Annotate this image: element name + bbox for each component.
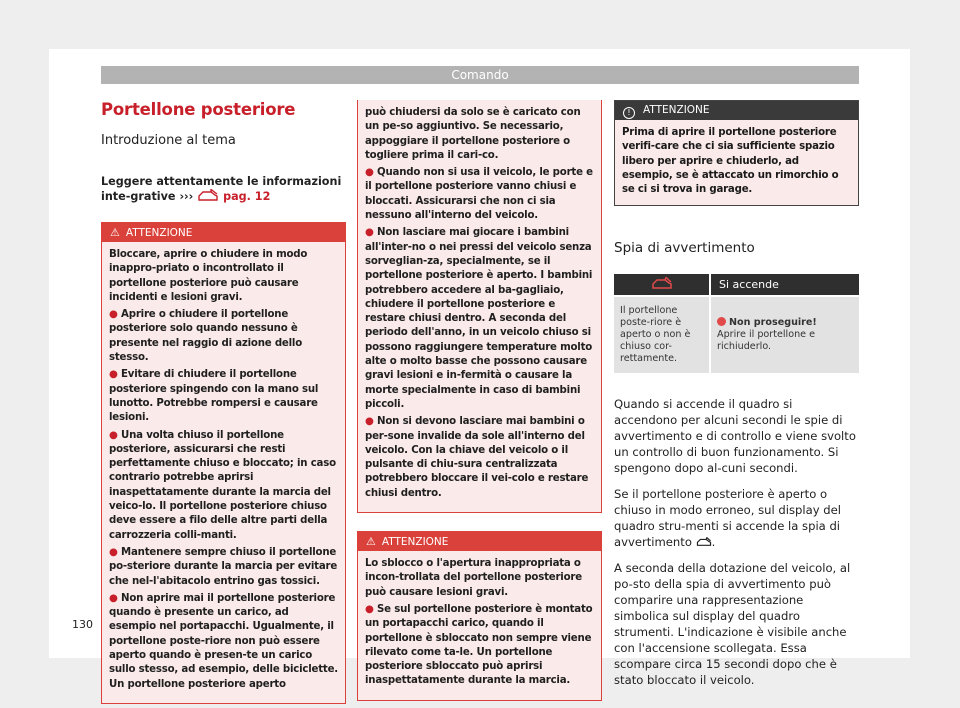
warning-light-table: [614, 274, 859, 373]
warning-bullet: [365, 415, 594, 501]
table-cell-action: [710, 296, 859, 373]
warning-paragraph: Bloccare, aprire o chiudere in modo inappro-priato o incontrollato il portellone posteriore può causare incidenti e lesioni gravi.: [109, 249, 308, 303]
action-text: Aprire il portellone e richiuderlo.: [717, 329, 816, 353]
attention-body: Prima di aprire il portellone posteriore verifi-care che ci sia sufficiente spazio libero per aprire e chiuderlo, ad esempio, se è attaccato un rimorchio o se ci si trova in garage.: [615, 120, 858, 205]
warning-box-1: [101, 222, 346, 704]
warning-paragraph: Lo sblocco o l'apertura inappropriata o incon-trollata del portellone posteriore può causare lesioni gravi.: [365, 558, 582, 598]
intro-label: Leggere attentamente le informazioni inte-grative: [101, 175, 342, 203]
warning-triangle-icon: ⚠: [110, 226, 120, 239]
car-tailgate-icon: [197, 189, 219, 202]
warning-body: [102, 242, 345, 703]
bullet-text: Non si devono lasciare mai bambini o per-sone invalide da sole all'interno del veicolo. Con la chiave del veicolo o il pulsante di chiu-sura centralizzata potrebbero bloccare il vei-colo e restare chiusi dentro.: [365, 416, 589, 499]
bullet-icon: ●: [109, 369, 122, 381]
table-cell-cause: Il portellone poste-riore è aperto o non è chiuso cor-rettamente.: [614, 296, 710, 373]
warning-bullet: [365, 603, 594, 689]
page-reference-link[interactable]: pag. 12: [223, 190, 271, 203]
warning-label: ATTENZIONE: [381, 536, 449, 549]
warning-header: [358, 532, 601, 551]
table-row: [614, 296, 859, 373]
section-header: Comando: [101, 66, 859, 84]
page-number: 130: [72, 618, 93, 631]
bullet-text: Se sul portellone posteriore è montato un portapacchi carico, quando il portellone è sbloccato non sempre viene rilevato come ta-le. Un portellone posteriore sbloccato può aprirsi inaspettatamente durante la marcia.: [365, 603, 593, 687]
bullet-icon: ●: [109, 429, 122, 441]
warning-triangle-icon: ⚠: [366, 535, 376, 549]
paragraph-text: Se il portellone posteriore è aperto o chiuso in modo erroneo, sul display del quadro stru-menti si accende la spia di avvertimento: [614, 487, 841, 550]
column-1: [101, 100, 346, 704]
warning-body: [358, 100, 601, 512]
table-header-lights-up: Si accende: [710, 274, 859, 296]
attention-header: [615, 101, 858, 120]
warning-bullet: [365, 226, 594, 412]
column-2: [357, 100, 602, 701]
attention-label: ATTENZIONE: [643, 104, 710, 116]
warning-bullet: [109, 368, 338, 425]
bullet-text: Non aprire mai il portellone posteriore quando è presente un carico, ad esempio nel portapacchi. Ugualmente, il portellone poste-riore non può essere aperto quando è presen-te un carico sullo stesso, ad esempio, delle biciclette. Un portellone posteriore aperto: [109, 592, 338, 690]
bullet-icon: ●: [109, 546, 122, 558]
bullet-text: Quando non si usa il veicolo, le porte e il portellone posteriore vanno chiusi e bloccati. Assicurarsi che non ci sia nessuno all'interno del veicolo.: [365, 167, 593, 222]
warning-bullet: [365, 166, 594, 223]
bullet-icon: ●: [109, 592, 122, 604]
bullet-text: Aprire o chiudere il portellone posteriore solo quando nessuno è presente nel raggio di azione dello stesso.: [109, 309, 303, 364]
warning-body: [358, 551, 601, 700]
stop-icon: [717, 317, 726, 326]
warning-bullet: [109, 546, 338, 589]
table-header-row: [614, 274, 859, 296]
section-title: Spia di avvertimento: [614, 240, 755, 257]
bullet-icon: ●: [365, 227, 378, 239]
warning-bullet: [109, 429, 338, 543]
table-header-icon-cell: [614, 274, 710, 296]
bullet-text: Non lasciare mai giocare i bambini all'inter-no o nei pressi del veicolo senza sorveglian-za, specialmente, se il portellone posteriore è aperto. I bambini potrebbero accedere al ba-gagliaio, chiudere il portellone posteriore e restare chiusi dentro. A seconda del periodo dell'anno, in un veicolo chiuso si possono raggiungere temperature molto alte o molto basse che possono causare gravi lesioni e in-fermità o causare la morte specialmente in caso di bambini piccoli.: [365, 227, 593, 410]
intro-arrows: ›››: [179, 190, 194, 203]
warning-box-1-continued: [357, 100, 602, 513]
bullet-icon: ●: [365, 167, 378, 179]
warning-label: ATTENZIONE: [125, 227, 193, 239]
warning-paragraph: può chiudersi da solo se è caricato con un pe-so aggiuntivo. Se necessario, appoggiare il portellone posteriore o togliere prima il cari-co.: [365, 107, 581, 161]
paragraph: Quando si accende il quadro si accendono per alcuni secondi le spie di avvertimento e di controllo e viene svolto un controllo di buon funzionamento. Si spengono dopo al-cuni secondi.: [614, 397, 856, 476]
bullet-icon: ●: [365, 416, 378, 428]
intro-text: [101, 174, 346, 204]
bullet-text: Evitare di chiudere il portellone posteriore spingendo con la mano sul lunotto. Potrebbe rompersi e causare lesioni.: [109, 369, 319, 424]
page-title: Portellone posteriore: [101, 100, 296, 119]
warning-bullet: [109, 592, 338, 692]
action-bold: Non proseguire!: [729, 317, 817, 329]
attention-box: [614, 100, 859, 206]
paragraph: Se il portellone posteriore è aperto o chiuso in modo erroneo, sul display del quadro stru-menti si accende la spia di avvertimento .: [614, 487, 841, 550]
bullet-text: Una volta chiuso il portellone posteriore, assicurarsi che resti perfettamente chiuso e bloccato; in caso contrario potrebbe aprirsi inaspettatamente durante la marcia del veico-lo. Il portellone posteriore chiuso deve essere a filo delle altre parti della carrozzeria colli-manti.: [109, 429, 336, 541]
warning-bullet: [109, 308, 338, 365]
bullet-icon: ●: [109, 309, 122, 321]
column-3: [614, 100, 859, 688]
bullet-text: Mantenere sempre chiuso il portellone po-steriore durante la marcia per evitare che nel-l'abitacolo entrino gas tossici.: [109, 546, 338, 587]
page-subtitle: Introduzione al tema: [101, 133, 236, 148]
warning-header: [102, 223, 345, 242]
body-text: [614, 396, 859, 688]
bullet-icon: ●: [365, 603, 378, 615]
info-circle-icon: !: [623, 107, 635, 119]
car-tailgate-small-icon: [696, 537, 712, 547]
car-tailgate-open-icon: [651, 277, 673, 290]
warning-box-2: [357, 531, 602, 701]
paragraph: A seconda della dotazione del veicolo, al po-sto della spia di avvertimento può comparire una rappresentazione simbolica sul display del quadro strumenti. L'indicazione è visibile anche con l'accensione scollegata. Essa scompare circa 15 secondi dopo che è stato bloccato il veicolo.: [614, 561, 851, 688]
